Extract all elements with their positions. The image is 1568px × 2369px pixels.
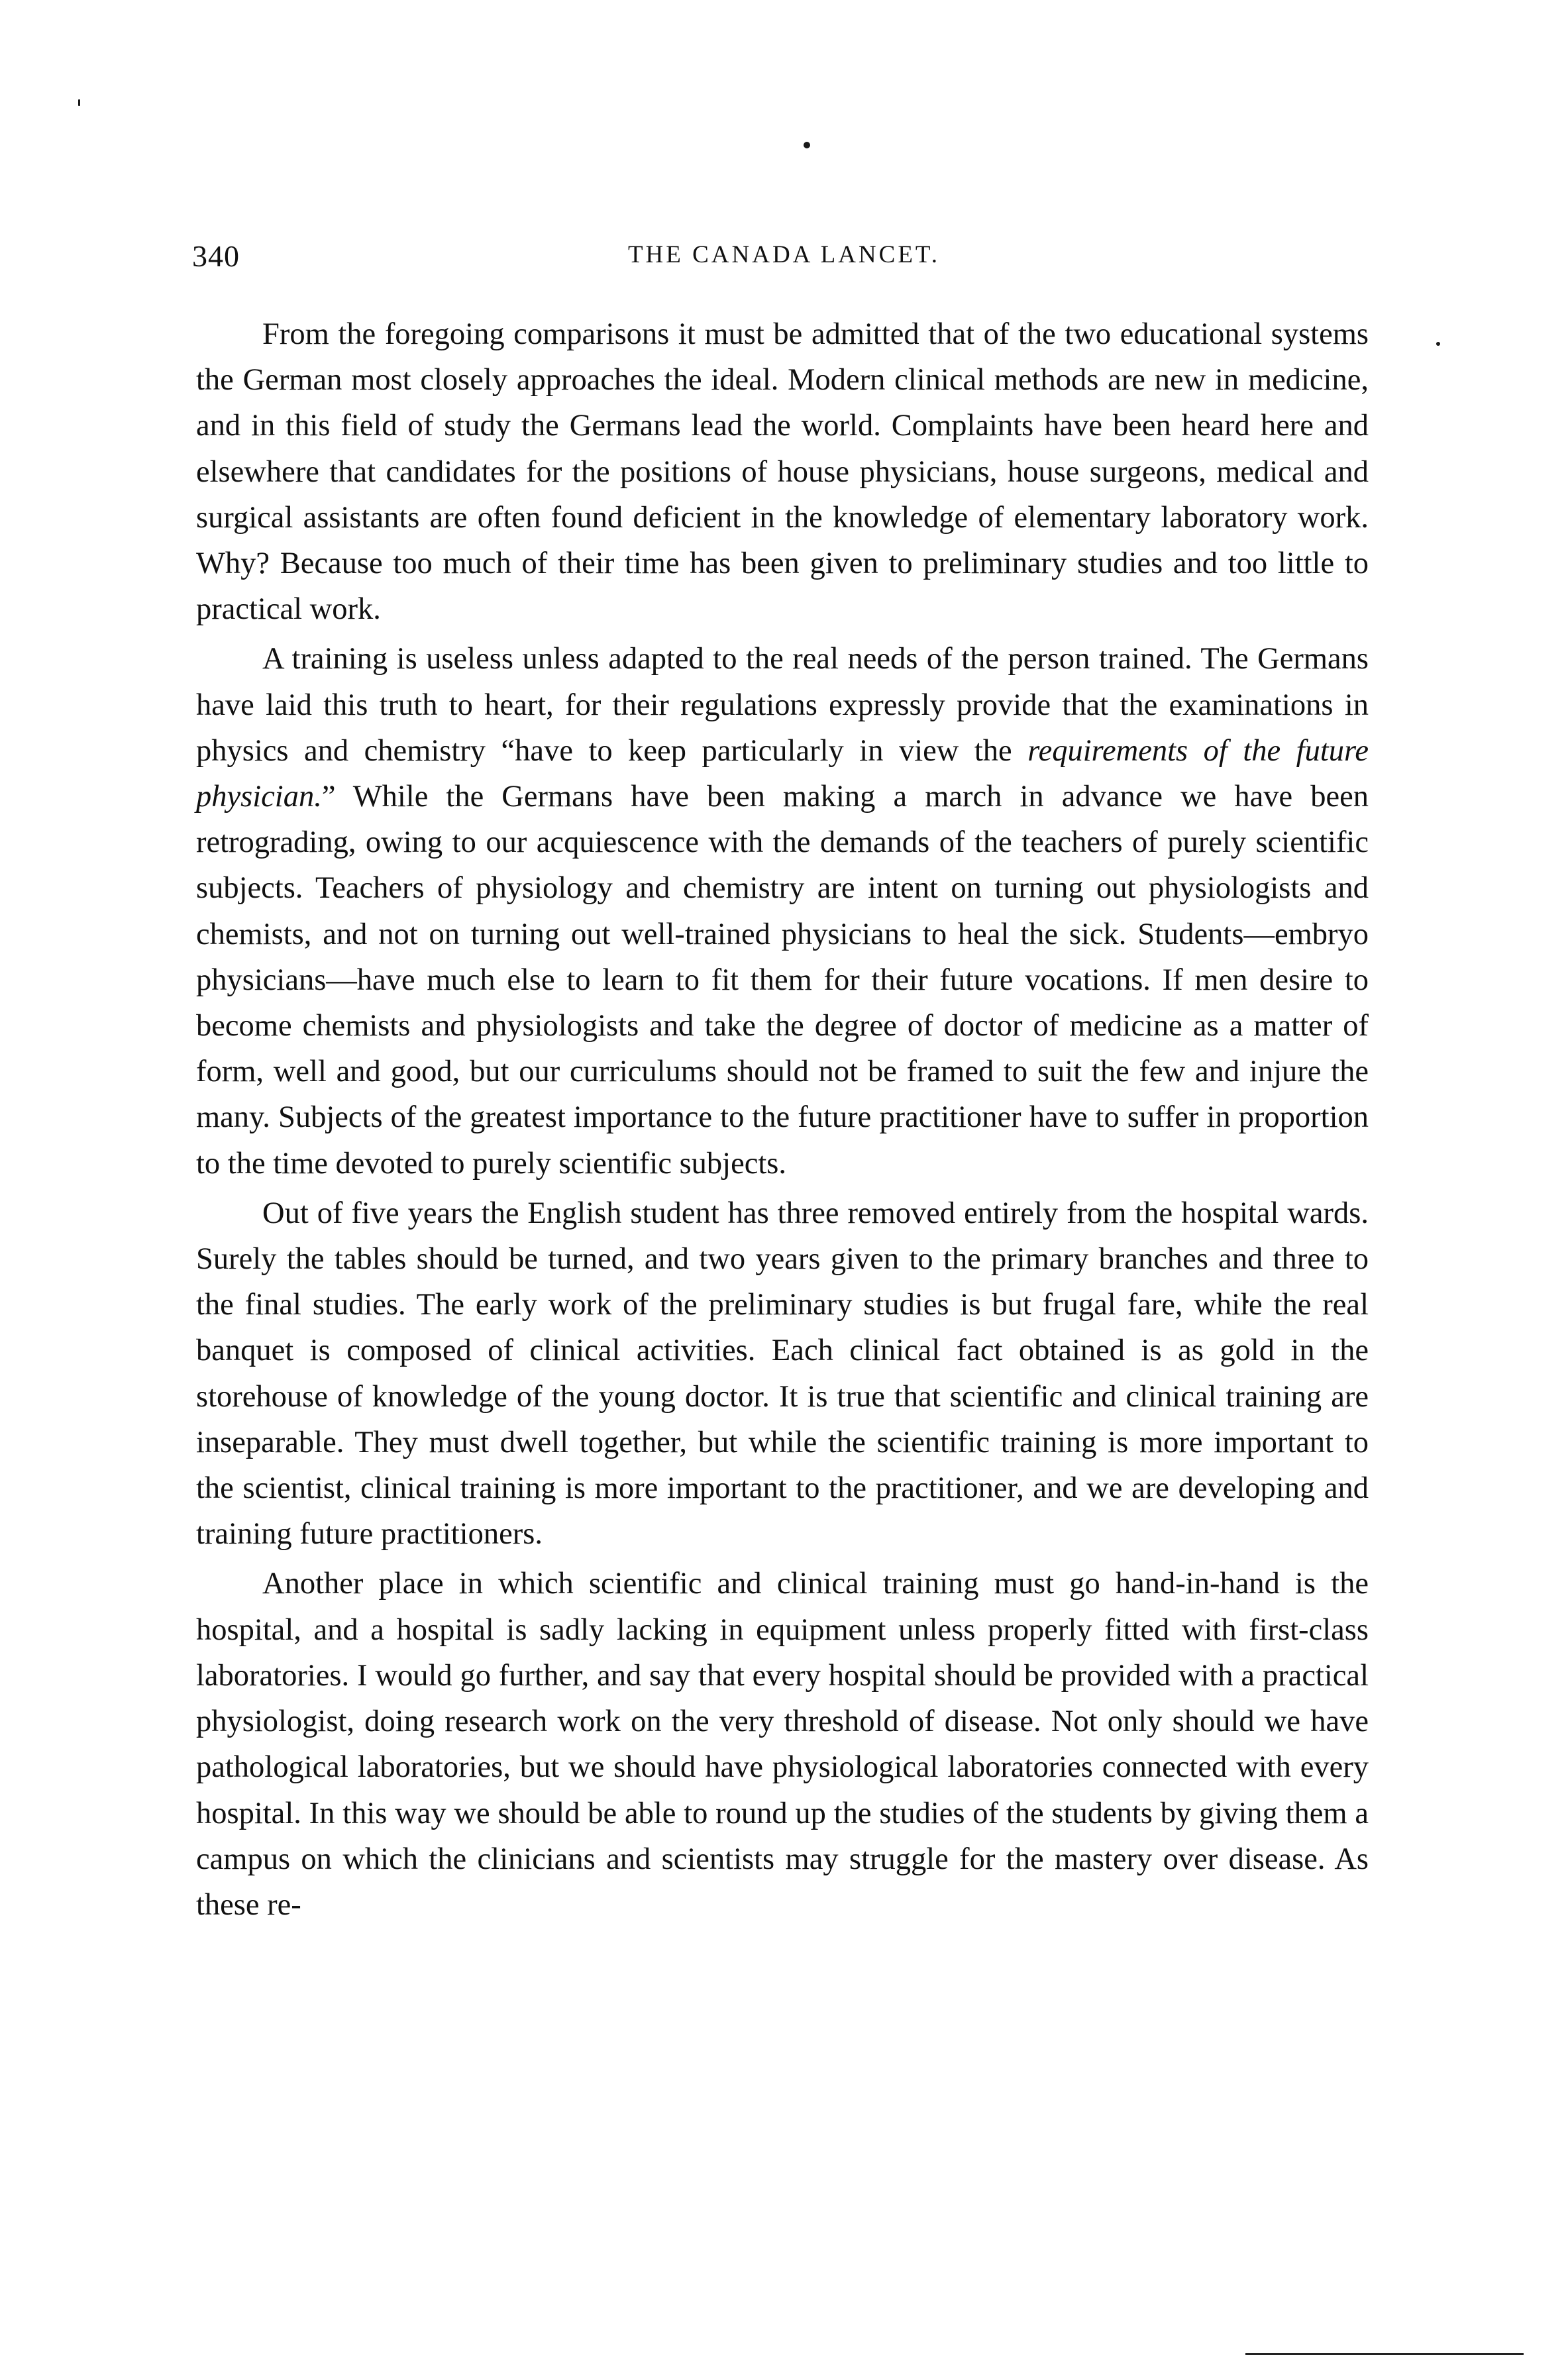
paragraph-text: ” While the Germans have been making a march in advance we have been retrograding, owing to our acquiescence with the demands of the teachers of purely scientific subjects. Teachers of physiology and chemistry are intent on turning out physiologists and chemists, and not on turning out well-trained physicians to heal the sick. Students—embryo physicians—have much else to learn to fit them for their future vocations. If men desire to become chemists and physiologists and take the degree of doctor of medicine as a matter of form, well and good, but our curriculums should not be framed to suit the few and injure the many. Subjects of the greatest importance to the future practitioner have to suffer in proportion to the time devoted to purely scientific subjects. [196,780,1369,1181]
body-text [196,311,1369,1932]
footer-rule [1245,2353,1524,2355]
paragraph: Out of five years the English student has three removed entirely from the hospital wards. Surely the tables should be turned, and two years given to the primary branches and three to the final studies. The early work of the preliminary studies is but frugal fare, while the real banquet is composed of clinical activities. Each clinical fact obtained is as gold in the storehouse of knowledge of the young doctor. It is true that scientific and clinical training are inseparable. They must dwell together, but while the scientific training is more important to the scientist, clinical training is more important to the practitioner, and we are developing and training future practitioners. [196,1196,1369,1552]
paragraph: Another place in which scientific and clinical training must go hand-in-hand is the hospital, and a hospital is sadly lacking in equipment unless properly fitted with first-class laboratories. I would go further, and say that every hospital should be provided with a practical physiologist, doing research work on the very threshold of disease. Not only should we have pathological laboratories, but we should have physiological laboratories connected with every hospital. In this way we should be able to round up the studies of the students by giving them a campus on which the clinicians and scientists may struggle for the mastery over disease. As these re- [196,1567,1369,1922]
ink-speck [1436,342,1440,346]
ink-speck [78,99,80,106]
paragraph: From the foregoing comparisons it must be admitted that of the two educational systems the German most closely approaches the ideal. Modern clinical methods are new in medicine, and in this field of study the Germans lead the world. Complaints have been heard here and elsewhere that candidates for the positions of house physicians, house surgeons, medical and surgical assistants are often found deficient in the knowledge of elementary laboratory work. Why? Because too much of their time has been given to preliminary studies and too little to practical work. [196,317,1369,627]
paragraph [196,636,1369,1186]
paragraph-text: A training is useless unless adapted to the real needs of the person trained. The Germans have laid this truth to heart, for their regulations expressly provide that the examinations in physics and chemistry “have to keep particularly in view the [196,642,1369,768]
running-head: THE CANADA LANCET. [627,241,941,268]
page-number: 340 [192,239,240,273]
ink-speck [804,142,810,148]
emphasized-phrase: requirements of the future physician. [196,733,1369,814]
